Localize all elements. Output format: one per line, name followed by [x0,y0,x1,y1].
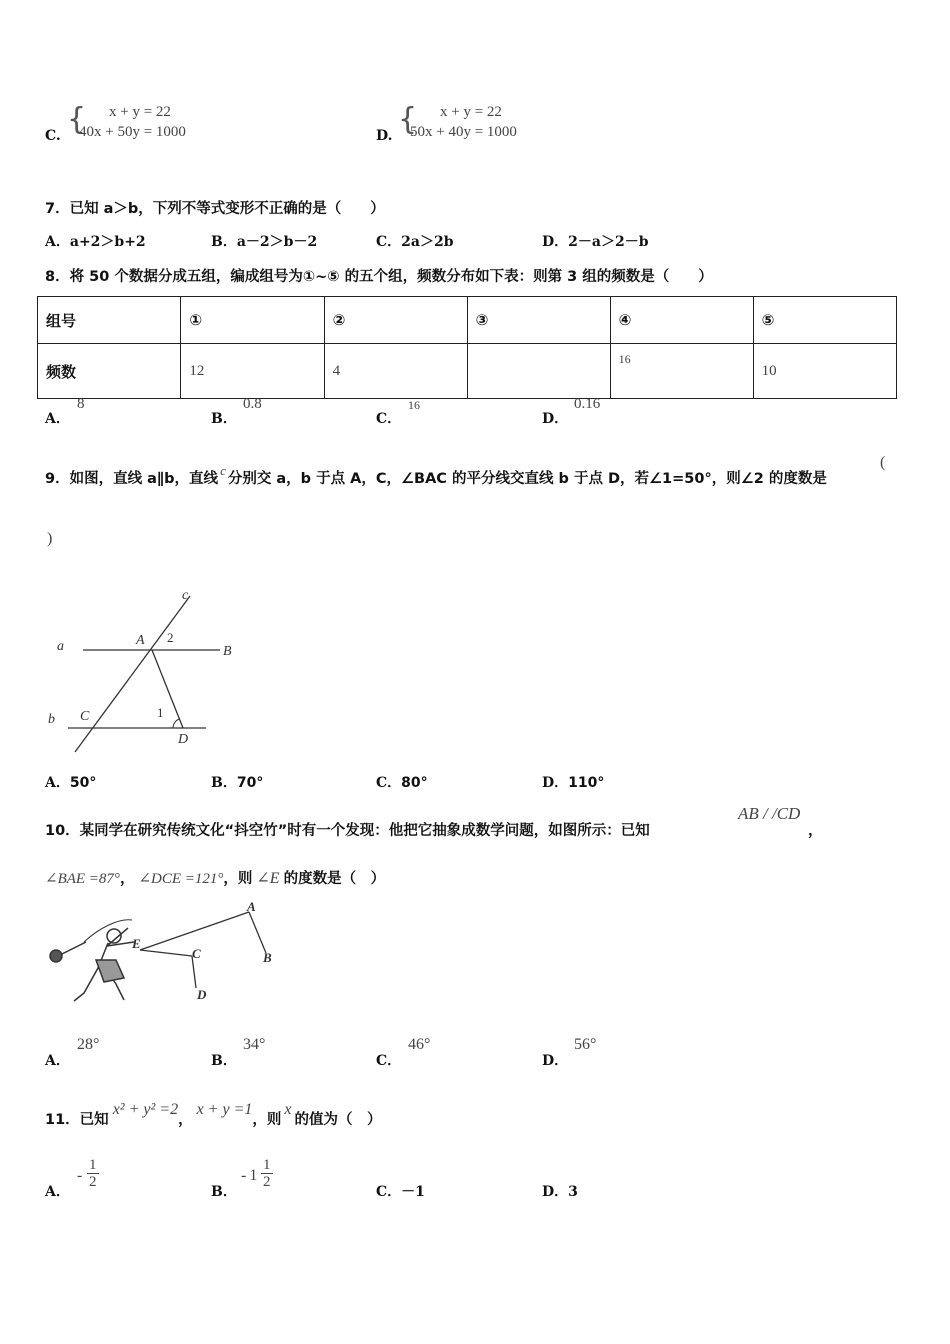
label-point-d: D [197,987,207,1002]
angle-1-arc [173,719,179,728]
label-angle-2: 2 [167,630,174,645]
q7-option-c[interactable] [376,231,454,251]
q6-option-c-label: C. [45,128,61,144]
q10-option-b-label: B． [211,1053,237,1069]
q9-option-a-text: 50° [69,775,97,791]
q10-option-a-text: 28° [77,1036,100,1053]
q11-option-d[interactable] [542,1181,578,1201]
table-cell: ② [324,297,467,344]
q9-option-b[interactable] [211,772,263,792]
q9-stem-text: 9．如图，直线 a∥b，直线 [45,471,219,487]
q9-option-b-label: B． [211,775,237,791]
table-row [38,297,897,344]
q6-option-d-line2: 50x + 40y = 1000 [410,124,517,140]
table-cell: ① [181,297,324,344]
fraction-numerator: 1 [89,1157,97,1173]
table-cell: ④ [610,297,753,344]
label-point-e: E [132,936,141,951]
q9-stem-rest: 分别交 a，b 于点 A，C，∠BAC 的平分线交直线 b 于点 D，若∠1=50°，则∠2 的度数是 [227,471,827,487]
q9-option-a[interactable] [45,772,96,792]
q7-option-b-label: B． [211,234,237,250]
q9-option-a-label: A． [45,775,70,791]
q9-paren-close: ) [47,530,53,547]
q7-option-a[interactable] [45,231,146,251]
q11-option-a-sign: - [77,1167,83,1184]
q10-figure [44,898,284,1013]
q9-stem [45,463,827,488]
q10-angle-e: ∠E [256,870,280,887]
label-angle-1: 1 [157,705,164,720]
table-cell: ⑤ [753,297,896,344]
q7-option-d[interactable] [542,231,648,251]
q11-option-b-sign: - [241,1167,247,1184]
label-c: c [182,588,189,603]
q11-option-b-whole: 1 [249,1167,258,1184]
q7-option-d-text: 2－a＞2－b [568,234,649,250]
q7-option-b-text: a－2＞b－2 [236,234,318,250]
q9-option-c-label: C． [376,775,402,791]
q8-option-a-text: 8 [77,396,85,412]
table-cell: 16 [610,344,753,399]
q6-option-c-line1: x + y = 22 [109,104,171,120]
segment-ab [249,912,266,953]
q6-option-d-line1: x + y = 22 [440,104,502,120]
segment-ec [140,950,192,956]
q6-option-d-brace: { [398,102,418,137]
q10-option-d-label: D． [542,1053,569,1069]
segment-ea [140,912,249,950]
q7-option-a-label: A． [45,234,70,250]
q10-line2 [45,867,385,888]
q8-option-d-label: D． [542,411,569,427]
q10-stem-end2: 的度数是（ ） [283,871,386,887]
label-point-b: B [223,644,232,659]
table-cell: 12 [181,344,324,399]
q9-paren-open: ( [880,454,886,471]
q11-stem-end: 的值为（ ） [294,1112,382,1128]
q8-stem: 8．将 50 个数据分成五组，编成组号为①~⑤ 的五个组，频数分布如下表：则第 3 组的频数是（ ） [45,269,713,285]
table-cell: ③ [467,297,610,344]
q9-option-c-text: 80° [401,775,428,791]
q9-stem-var: c [220,463,226,478]
q10-option-b-text: 34° [243,1036,266,1053]
q9-option-d[interactable] [542,772,604,792]
q7-option-c-text: 2a＞2b [401,234,454,250]
fraction-numerator: 1 [263,1157,271,1173]
q11-option-d-text: 3 [568,1184,578,1200]
table-cell: 4 [324,344,467,399]
table-cell: 10 [753,344,896,399]
q11-stem [45,1098,382,1128]
q8-option-c-label: C． [376,411,402,427]
q8-option-a-label: A． [45,411,70,427]
q10-option-a-label: A． [45,1053,70,1069]
q10-angle2: ∠DCE =121° [138,871,224,887]
q10-stem: 10．某同学在研究传统文化“抖空竹”时有一个发现：他把它抽象成数学问题，如图所示：已知 [45,823,650,839]
frequency-table [37,296,897,399]
label-point-b: B [263,950,272,965]
q6-option-d-label: D. [376,128,393,144]
q9-option-b-text: 70° [236,775,264,791]
q10-option-d-text: 56° [574,1036,597,1053]
q11-eq2: x + y =1 [196,1101,253,1118]
label-point-a: A [136,633,145,648]
fraction-denominator: 2 [263,1174,271,1190]
q11-var: x [284,1101,292,1118]
label-b: b [48,712,55,727]
q9-option-c[interactable] [376,772,428,792]
q7-option-c-label: C． [376,234,402,250]
q11-option-b-label: B． [211,1184,237,1200]
q9-figure [40,580,250,755]
q9-option-d-label: D． [542,775,569,791]
q11-option-d-label: D． [542,1184,569,1200]
q11-option-c-text: －1 [401,1184,425,1200]
q11-option-c[interactable] [376,1181,425,1201]
q8-option-d-text: 0.16 [574,396,601,412]
table-row [38,344,897,399]
label-point-c: C [192,946,201,961]
q7-option-a-text: a+2＞b+2 [69,234,146,250]
diabolo-player-icon [50,920,134,1001]
fraction-denominator: 2 [89,1174,97,1190]
q11-stem-mid: ，则 [252,1112,282,1128]
q7-option-d-label: D． [542,234,569,250]
q7-option-b[interactable] [211,231,317,251]
table-cell: 组号 [38,297,181,344]
q10-angle1: ∠BAE =87° [45,871,120,887]
q9-option-d-text: 110° [568,775,605,791]
q8-option-b-label: B． [211,411,237,427]
table-cell [467,344,610,399]
label-point-d: D [178,732,189,747]
q11-sep: ， [178,1112,193,1128]
table-cell: 频数 [38,344,181,399]
q11-option-a-label: A． [45,1184,70,1200]
q7-stem: 7．已知 a＞b，下列不等式变形不正确的是（ ） [45,201,385,217]
q11-option-b-fraction [261,1157,273,1190]
q6-option-c-brace: { [67,102,87,137]
q10-stem-end: ，则 [223,871,253,887]
q10-sep: ， [119,871,135,887]
q11-eq1: x² + y² =2 [112,1101,179,1118]
q11-option-c-label: C． [376,1184,402,1200]
q8-option-b-text: 0.8 [243,396,262,412]
q10-option-c-label: C． [376,1053,402,1069]
label-a: a [57,639,64,654]
label-point-c: C [80,709,90,724]
q6-option-c-line2: 40x + 50y = 1000 [79,124,186,140]
q10-condition: AB / /CD [738,804,801,823]
q11-stem-text: 11．已知 [45,1112,109,1128]
q11-option-b-sign-whole [241,1167,257,1185]
q11-option-a-fraction [87,1157,99,1190]
q10-option-c-text: 46° [408,1036,431,1053]
q10-comma: ， [808,823,823,839]
label-point-a: A [247,899,256,914]
q8-option-c-text: 16 [408,398,420,412]
